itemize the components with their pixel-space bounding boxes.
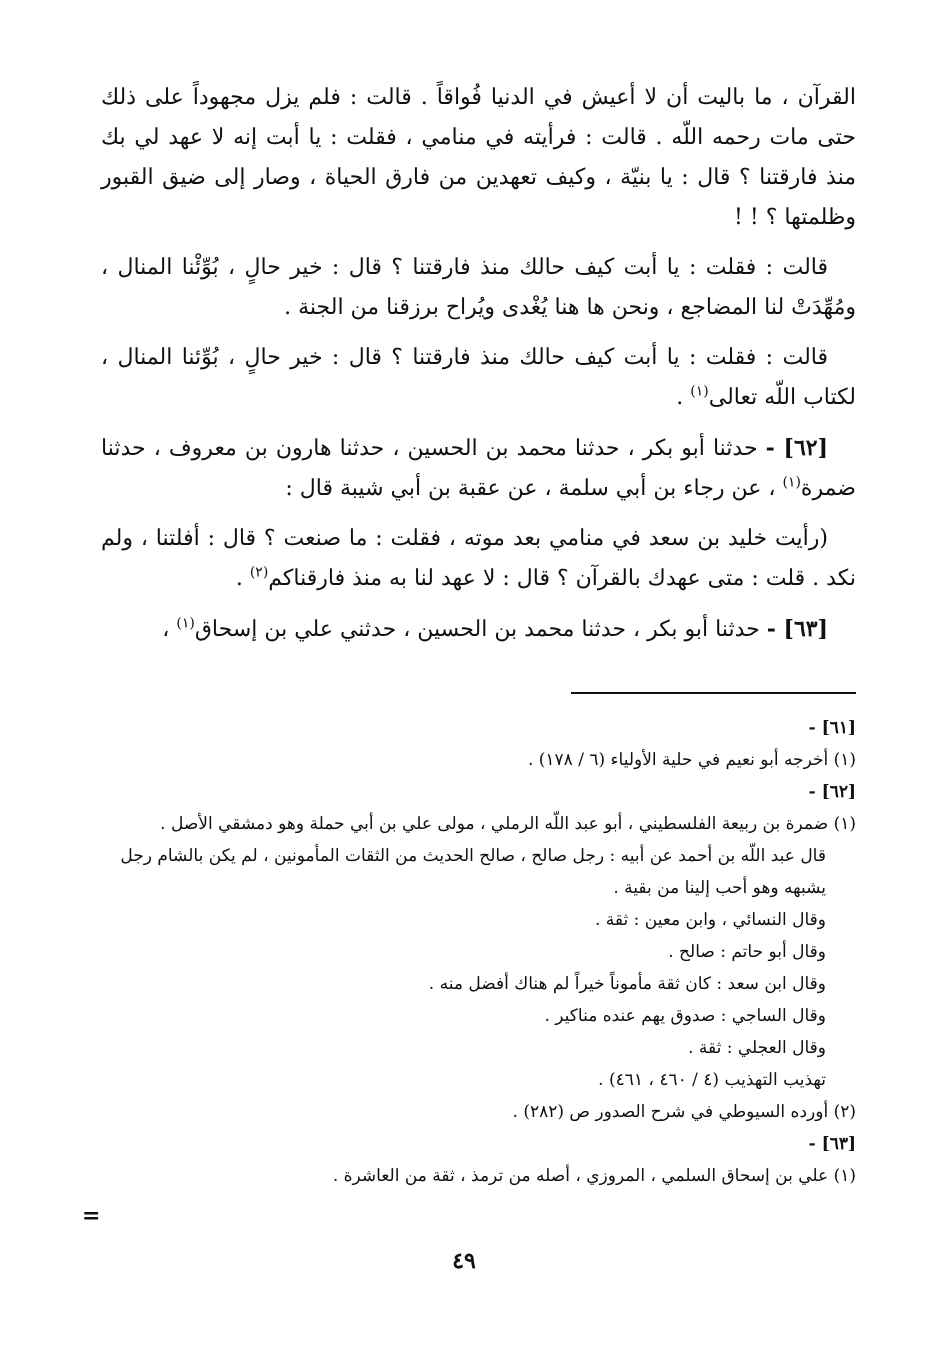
footnote-ref-62-1: (١) bbox=[782, 474, 801, 491]
paragraph-2: قالت : فقلت : يا أبت كيف حالك منذ فارقتنا ؟ قال : خير حالٍ ، بُوِّئْنا المنال ، ومُهِّدَتْ لنا المضاجع ، ونحن ها هنا يُغْدى ويُراح برزقنا من الجنة . bbox=[101, 255, 856, 320]
paragraph-3-text: قالت : فقلت : يا أبت كيف حالك منذ فارقتنا ؟ قال : خير حالٍ ، بُوِّئنا المنال ، لكتاب اللّه تعالى bbox=[101, 345, 856, 410]
footnote-62-1-ibnsaad: وقال ابن سعد : كان ثقة مأموناً خيراً لم هناك أفضل منه . bbox=[428, 974, 826, 994]
hadith-62-text-b: ، عن رجاء بن أبي سلمة ، عن عقبة بن أبي شيبة قال : bbox=[285, 476, 783, 501]
hadith-63-end: ، bbox=[162, 617, 177, 642]
paragraph-5 bbox=[101, 519, 856, 599]
footnote-62-1-saji: وقال الساجي : صدوق يهم عنده مناكير . bbox=[544, 1006, 826, 1026]
footnotes bbox=[96, 712, 856, 1192]
footnote-62-1-nasai: وقال النسائي ، وابن معين : ثقة . bbox=[594, 910, 826, 930]
footnote-62-2: (٢) أورده السيوطي في شرح الصدور ص (٢٨٢) . bbox=[512, 1102, 856, 1122]
hadith-62-text-a: حدثنا أبو بكر ، حدثنا محمد بن الحسين ، حدثنا هارون بن معروف ، حدثنا ضمرة bbox=[101, 436, 856, 501]
continuation-mark: = bbox=[82, 1203, 101, 1229]
footnote-ref-61-1: (١) bbox=[690, 383, 709, 400]
hadith-62-number: [٦٢] - bbox=[765, 435, 829, 461]
footnote-ref-63-1: (١) bbox=[176, 615, 195, 632]
page-number: ٤٩ bbox=[452, 1248, 476, 1274]
footnote-62-1-source: تهذيب التهذيب (٤ / ٤٦٠ ، ٤٦١) . bbox=[598, 1070, 826, 1090]
footnote-divider bbox=[571, 692, 856, 694]
footnote-63-1: (١) علي بن إسحاق السلمي ، المروزي ، أصله من ترمذ ، ثقة من العاشرة . bbox=[332, 1166, 856, 1186]
hadith-63 bbox=[101, 609, 856, 650]
paragraph-3 bbox=[101, 338, 856, 418]
paragraph-1: القرآن ، ما باليت أن لا أعيش في الدنيا فُواقاً . قالت : فلم يزل مجهوداً على ذلك حتى مات رحمه اللّه . قالت : فرأيته في منامي ، فقلت : يا أبت إنه لا عهد لي بك منذ فارقتنا ؟ قال : يا بنيّة ، وكيف تعهدين من فارق الحياة ، وصار إلى ضيق القبور وظلمتها ؟ ! ! bbox=[101, 85, 856, 230]
footnote-62-1-ahmad: قال عبد اللّه بن أحمد عن أبيه : رجل صالح ، صالح الحديث من الثقات المأمونين ، لم يكن بالشام رجل يشبهه وهو أحب إلينا من بقية . bbox=[120, 846, 826, 898]
paragraph-3-end: . bbox=[676, 385, 691, 410]
hadith-62 bbox=[101, 428, 856, 509]
footnote-section-63: [٦٣] - bbox=[808, 1134, 856, 1154]
footnote-section-61: [٦١] - bbox=[808, 718, 856, 738]
paragraph-5-text: (رأيت خليد بن سعد في منامي بعد موته ، فقلت : ما صنعت ؟ قال : أفلتنا ، ولم نكد . قلت : متى عهدك بالقرآن ؟ قال : لا عهد لنا به منذ فارقناكم bbox=[101, 526, 856, 591]
footnote-62-1-ijli: وقال العجلي : ثقة . bbox=[688, 1038, 826, 1058]
footnote-62-1-abuhatim: وقال أبو حاتم : صالح . bbox=[668, 942, 826, 962]
hadith-63-number: [٦٣] - bbox=[766, 616, 828, 642]
footnote-62-1: (١) ضمرة بن ربيعة الفلسطيني ، أبو عبد اللّه الرملي ، مولى علي بن أبي حملة وهو دمشقي الأصل . bbox=[160, 814, 856, 834]
hadith-63-text: حدثنا أبو بكر ، حدثنا محمد بن الحسين ، حدثني علي بن إسحاق bbox=[194, 617, 767, 642]
footnote-61-1: (١) أخرجه أبو نعيم في حلية الأولياء (٦ / ١٧٨) . bbox=[527, 750, 856, 770]
main-text bbox=[101, 78, 856, 660]
footnote-section-62: [٦٢] - bbox=[808, 782, 856, 802]
paragraph-5-end: . bbox=[235, 566, 250, 591]
footnote-ref-62-2: (٢) bbox=[249, 564, 269, 581]
